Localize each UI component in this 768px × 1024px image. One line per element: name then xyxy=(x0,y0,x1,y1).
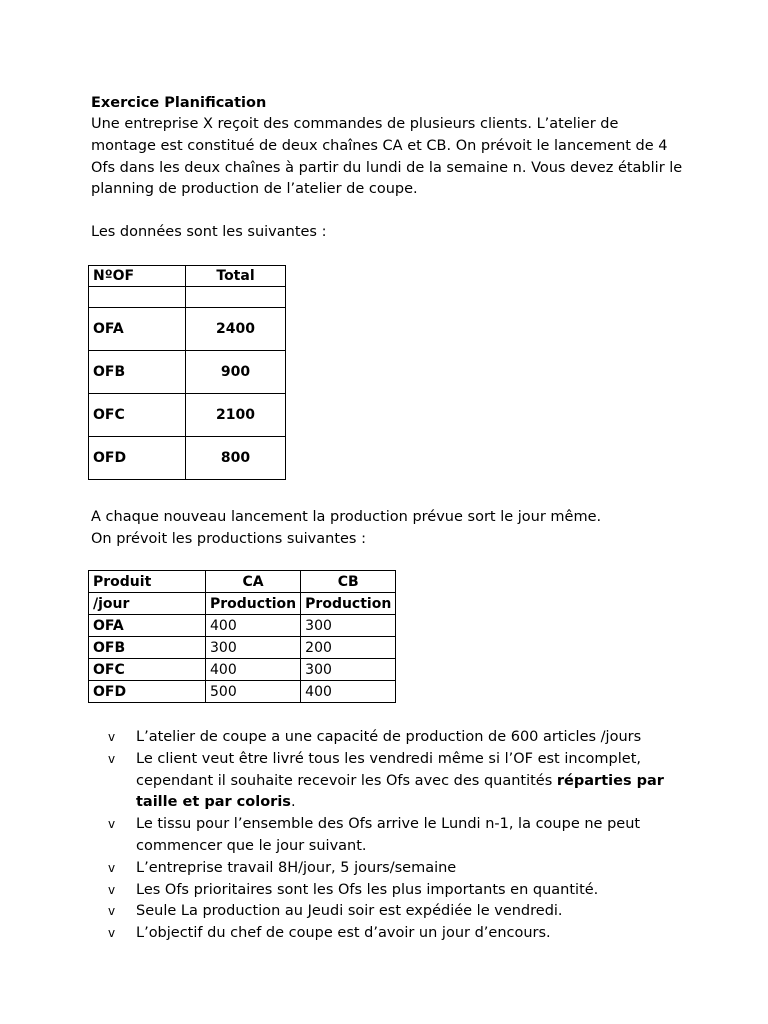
table-row xyxy=(89,659,396,681)
constraints-list xyxy=(108,727,668,945)
table-row-empty xyxy=(89,287,286,308)
emphasis-text: réparties par xyxy=(556,772,664,789)
header-cell-production: Production xyxy=(206,593,301,615)
total-cell: 900 xyxy=(186,351,286,394)
cb-cell: 300 xyxy=(301,615,396,637)
header-cell-of: NºOF xyxy=(89,266,186,287)
document-title: Exercice Planification xyxy=(91,95,267,111)
bullet-marker-icon: v xyxy=(108,730,116,744)
list-item-text: cependant il souhaite recevoir les Ofs avec des quantités xyxy=(136,772,553,789)
table-row xyxy=(89,351,286,394)
table-row xyxy=(89,394,286,437)
total-cell: 800 xyxy=(186,437,286,480)
launch-line: A chaque nouveau lancement la production prévue sort le jour même. xyxy=(91,509,602,525)
of-cell: OFD xyxy=(89,437,186,480)
list-item xyxy=(108,814,668,858)
header-cell-ca: CA xyxy=(206,571,301,593)
list-item xyxy=(108,858,668,880)
launch-paragraph xyxy=(91,507,691,551)
table-cell xyxy=(89,287,186,308)
intro-paragraph xyxy=(91,114,691,201)
list-item xyxy=(108,923,668,945)
list-item-text: Le tissu pour l’ensemble des Ofs arrive le Lundi n-1, la coupe ne peut xyxy=(136,816,641,833)
ca-cell: 400 xyxy=(206,659,301,681)
table-header-row xyxy=(89,593,396,615)
header-cell-jour: /jour xyxy=(89,593,206,615)
cb-cell: 300 xyxy=(301,659,396,681)
header-cell-produit: Produit xyxy=(89,571,206,593)
table-row xyxy=(89,437,286,480)
list-item-text: commencer que le jour suivant. xyxy=(136,837,367,854)
list-item-text: Seule La production au Jeudi soir est expédiée le vendredi. xyxy=(136,903,563,920)
of-cell: OFA xyxy=(89,308,186,351)
production-table xyxy=(88,570,396,703)
list-item xyxy=(108,727,668,749)
table-cell xyxy=(186,287,286,308)
produit-cell: OFC xyxy=(89,659,206,681)
table-row xyxy=(89,308,286,351)
total-cell: 2400 xyxy=(186,308,286,351)
data-intro: Les données sont les suivantes : xyxy=(91,224,327,240)
ca-cell: 400 xyxy=(206,615,301,637)
cb-cell: 200 xyxy=(301,637,396,659)
of-cell: OFB xyxy=(89,351,186,394)
list-item-text xyxy=(136,792,668,814)
list-item-text xyxy=(136,771,668,793)
table-row xyxy=(89,615,396,637)
list-item-text: L’entreprise travail 8H/jour, 5 jours/semaine xyxy=(136,859,457,876)
emphasis-text: taille et par coloris xyxy=(136,794,291,811)
total-cell: 2100 xyxy=(186,394,286,437)
bullet-marker-icon: v xyxy=(108,860,116,875)
produit-cell: OFA xyxy=(89,615,206,637)
intro-line: montage est constitué de deux chaînes CA et CB. On prévoit le lancement de 4 xyxy=(91,137,668,154)
of-cell: OFC xyxy=(89,394,186,437)
list-item xyxy=(108,880,668,902)
bullet-marker-icon: v xyxy=(108,882,116,897)
ca-cell: 500 xyxy=(206,681,301,703)
bullet-marker-icon: v xyxy=(108,751,116,766)
header-cell-cb: CB xyxy=(301,571,396,593)
list-item-text: Les Ofs prioritaires sont les Ofs les plus importants en quantité. xyxy=(136,881,599,898)
cb-cell: 400 xyxy=(301,681,396,703)
bullet-marker-icon: v xyxy=(108,817,116,832)
list-item xyxy=(108,749,668,814)
list-item-text: Le client veut être livré tous les vendredi même si l’OF est incomplet, xyxy=(136,750,641,767)
produit-cell: OFB xyxy=(89,637,206,659)
produit-cell: OFD xyxy=(89,681,206,703)
table-row xyxy=(89,681,396,703)
table-row xyxy=(89,637,396,659)
intro-line: Une entreprise X reçoit des commandes de plusieurs clients. L’atelier de xyxy=(91,116,619,132)
ca-cell: 300 xyxy=(206,637,301,659)
intro-line: planning de production de l’atelier de coupe. xyxy=(91,181,418,198)
list-item-text: L’objectif du chef de coupe est d’avoir un jour d’encours. xyxy=(136,925,551,942)
list-item-text: . xyxy=(290,794,296,811)
of-total-table xyxy=(88,265,286,480)
bullet-marker-icon: v xyxy=(108,926,116,941)
table-header-row xyxy=(89,571,396,593)
intro-line: Ofs dans les deux chaînes à partir du lundi de la semaine n. Vous devez établir le xyxy=(91,159,683,176)
list-item-text: L’atelier de coupe a une capacité de production de 600 articles /jours xyxy=(136,729,642,745)
table-header-row xyxy=(89,266,286,287)
launch-line: On prévoit les productions suivantes : xyxy=(91,530,366,547)
header-cell-production: Production xyxy=(301,593,396,615)
bullet-marker-icon: v xyxy=(108,904,116,919)
list-item xyxy=(108,901,668,923)
header-cell-total: Total xyxy=(186,266,286,287)
